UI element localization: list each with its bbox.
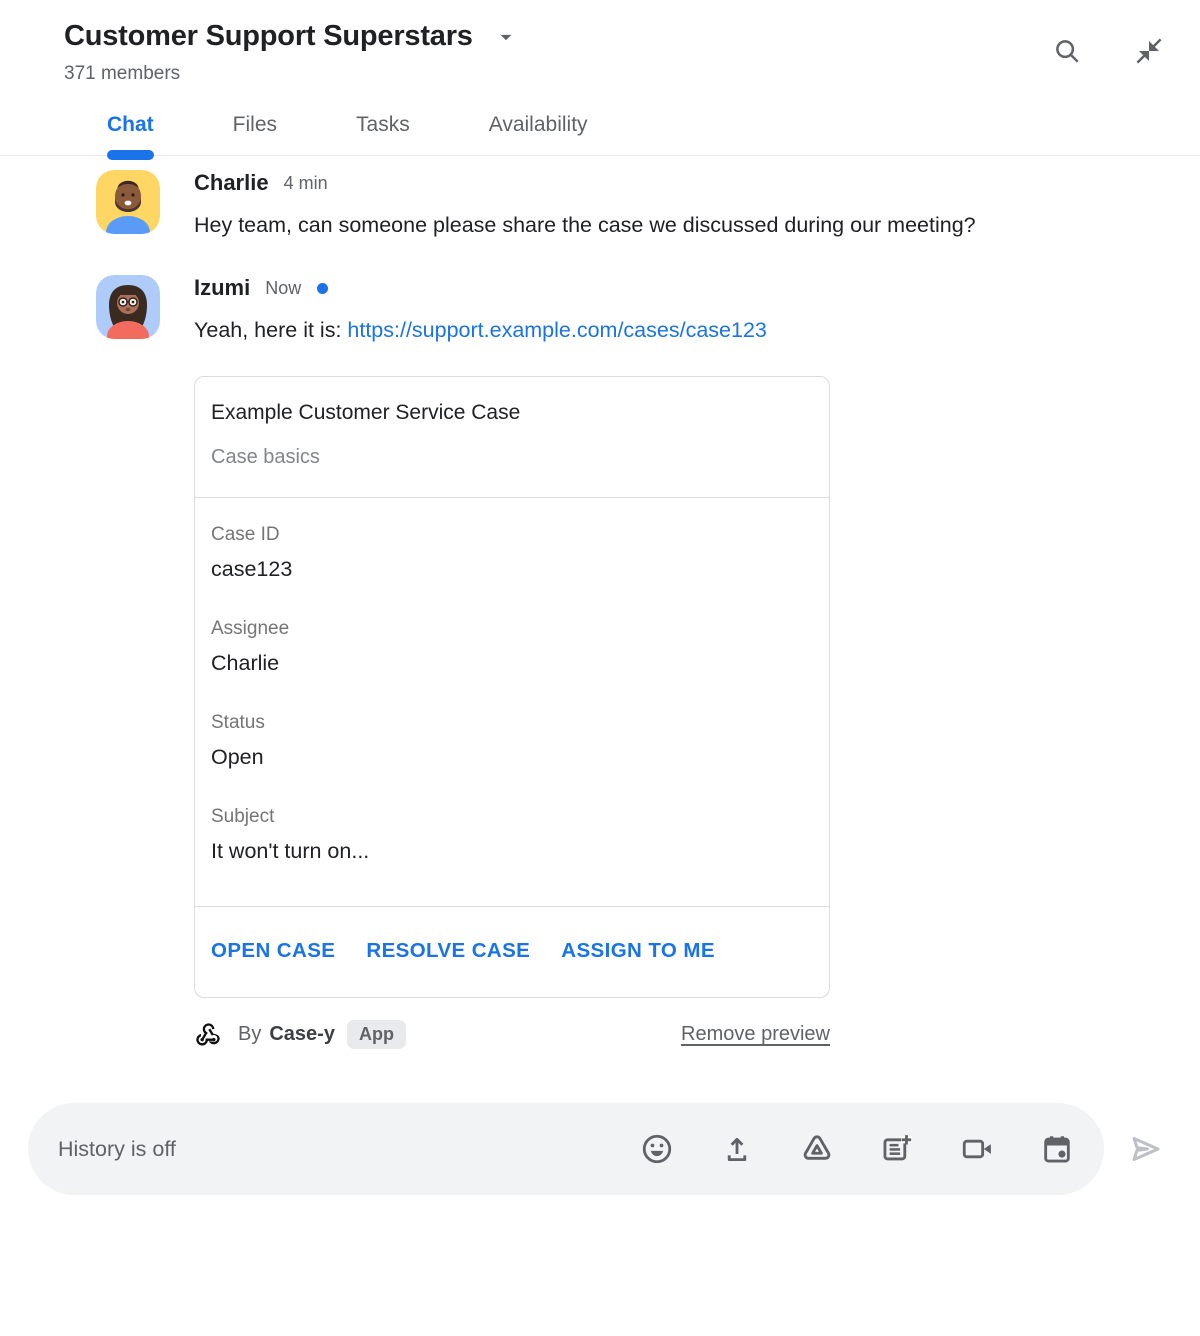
avatar-izumi[interactable]: [96, 275, 160, 339]
message-timestamp: Now: [265, 277, 302, 298]
field-value: Charlie: [211, 651, 280, 675]
message-text-prefix: Yeah, here it is:: [194, 318, 348, 342]
collapse-icon[interactable]: [1134, 36, 1164, 66]
page-title: Customer Support Superstars: [64, 20, 473, 52]
message-timestamp: 4 min: [283, 172, 328, 193]
by-label: By: [238, 1023, 262, 1045]
card-subtitle: Case basics: [211, 446, 320, 468]
open-case-button[interactable]: OPEN CASE: [211, 939, 336, 962]
app-name: Case-y: [269, 1023, 335, 1045]
case-preview-card: [194, 376, 830, 998]
tab-tasks-label: Tasks: [356, 113, 410, 136]
video-call-icon[interactable]: [960, 1132, 994, 1166]
tab-availability-label: Availability: [488, 113, 588, 136]
member-count: 371 members: [64, 63, 181, 84]
emoji-icon[interactable]: [640, 1132, 674, 1166]
field-value: It won't turn on...: [211, 839, 370, 863]
drive-icon[interactable]: [800, 1132, 834, 1166]
add-note-icon[interactable]: [880, 1132, 914, 1166]
field-assignee: [211, 618, 813, 676]
field-label: Case ID: [211, 524, 280, 545]
resolve-case-button[interactable]: RESOLVE CASE: [366, 939, 531, 962]
field-case-id: [211, 524, 813, 582]
author-name: Izumi: [194, 275, 251, 300]
calendar-icon[interactable]: [1040, 1132, 1074, 1166]
field-label: Assignee: [211, 618, 290, 639]
presence-dot: [317, 283, 328, 294]
message-composer[interactable]: [28, 1103, 1104, 1195]
message-input[interactable]: [58, 1137, 620, 1162]
case-link[interactable]: https://support.example.com/cases/case123: [347, 318, 767, 342]
tab-bar: [0, 113, 1200, 156]
author-name: Charlie: [194, 170, 269, 195]
assign-to-me-button[interactable]: ASSIGN TO ME: [561, 939, 715, 962]
tab-files-label: Files: [232, 113, 278, 136]
room-title-button[interactable]: [64, 20, 1164, 53]
field-subject: [211, 806, 813, 864]
avatar-charlie[interactable]: [96, 170, 160, 234]
tab-tasks[interactable]: [356, 113, 410, 155]
tab-chat-label: Chat: [107, 113, 154, 136]
tab-files[interactable]: [233, 113, 277, 155]
room-header: [0, 0, 1200, 85]
send-icon[interactable]: [1128, 1131, 1164, 1167]
message-text: [194, 310, 1104, 350]
search-icon[interactable]: [1052, 36, 1082, 66]
field-label: Status: [211, 712, 265, 733]
card-attribution: [194, 1020, 830, 1049]
remove-preview-link[interactable]: Remove preview: [681, 1023, 830, 1045]
tab-chat[interactable]: [107, 113, 154, 155]
composer-row: [28, 1103, 1200, 1195]
field-value: Open: [211, 745, 264, 769]
upload-icon[interactable]: [720, 1132, 754, 1166]
dropdown-caret-icon: [493, 24, 519, 50]
active-tab-underline: [107, 150, 154, 160]
message-izumi: [0, 259, 1200, 1063]
app-badge: App: [347, 1020, 406, 1049]
field-label: Subject: [211, 806, 275, 827]
field-value: case123: [211, 557, 293, 581]
message-text: Hey team, can someone please share the case we discussed during our meeting?: [194, 213, 976, 237]
card-title: Example Customer Service Case: [211, 401, 521, 424]
tab-availability[interactable]: [489, 113, 588, 155]
message-charlie: [0, 156, 1200, 259]
field-status: [211, 712, 813, 770]
webhook-icon: [194, 1021, 222, 1049]
